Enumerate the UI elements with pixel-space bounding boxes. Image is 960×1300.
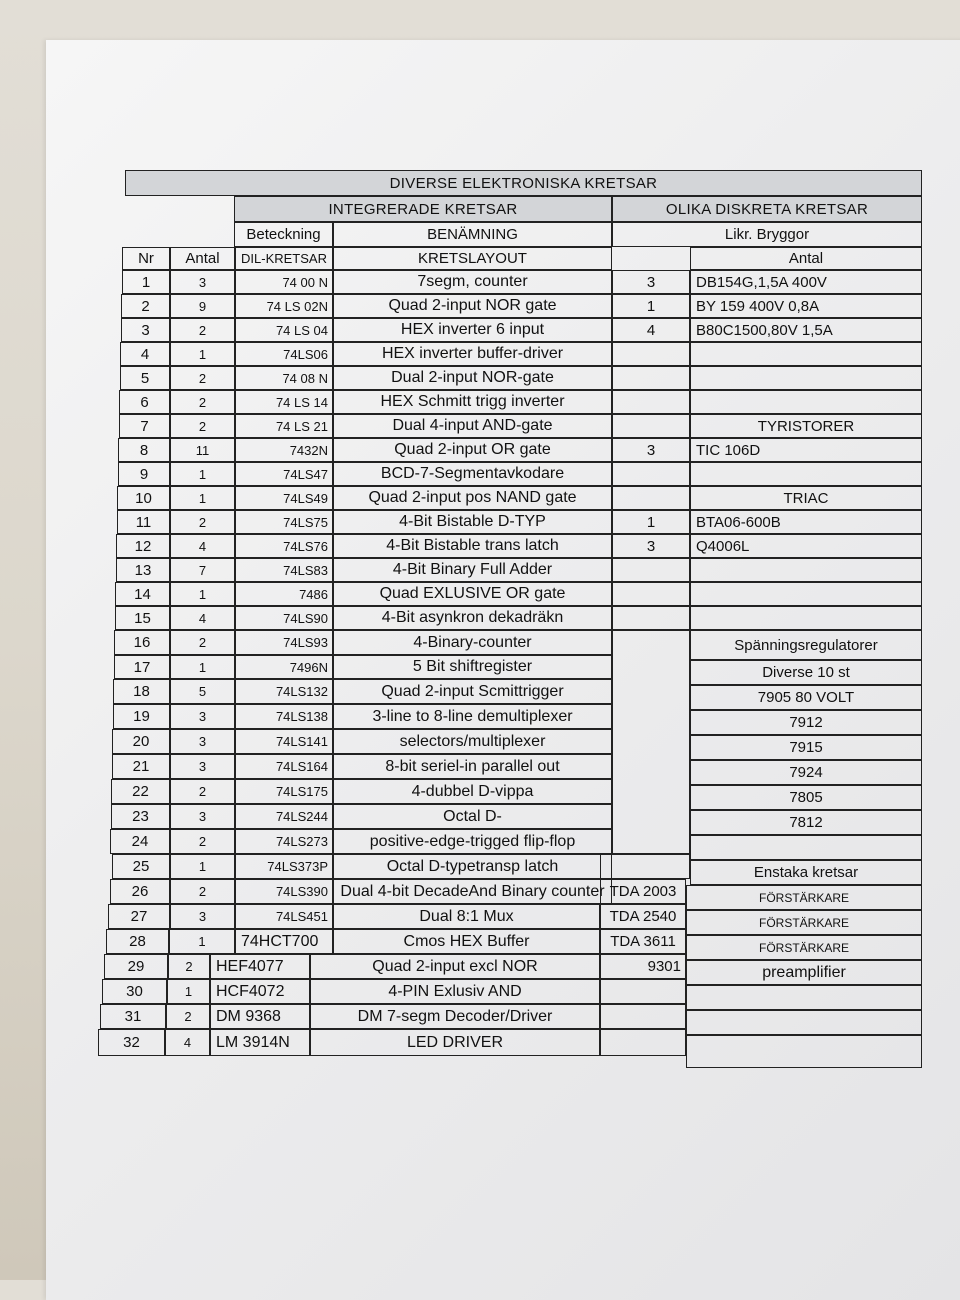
row-nr: 10 [117,486,170,510]
row-nr: 1 [122,270,170,294]
blank-cell [612,486,690,510]
row-nr: 12 [116,534,170,558]
row-description: LED DRIVER [310,1029,600,1056]
row-antal: 1 [167,979,210,1004]
bridge-name: BY 159 400V 0,8A [690,294,922,318]
blank-cell [690,558,922,582]
row-code: 74LS49 [235,486,333,510]
blank-cell [612,390,690,414]
row-antal: 5 [170,679,235,704]
row-antal: 2 [170,318,235,342]
row-antal: 3 [170,729,235,754]
blank-cell [690,462,922,486]
enstaka-heading: Enstaka kretsar [690,860,922,885]
row-code: 74 LS 21 [235,414,333,438]
row-description: 5 Bit shiftregister [333,655,612,679]
row-description: Quad 2-input NOR gate [333,294,612,318]
row-code: 7432N [235,438,333,462]
row-description: Cmos HEX Buffer [333,929,600,954]
row-antal: 9 [170,294,235,318]
row-description: Octal D-typetransp latch [333,854,612,879]
row-description: positive-edge-trigged flip-flop [333,829,612,854]
row-nr: 13 [116,558,170,582]
enstaka-desc: FÖRSTÄRKARE [686,935,922,960]
enstaka-desc: FÖRSTÄRKARE [686,885,922,910]
row-antal: 4 [170,534,235,558]
blank-cell [612,462,690,486]
row-code: 7496N [235,655,333,679]
blank-cell [690,582,922,606]
row-nr: 20 [112,729,170,754]
row-code: HEF4077 [210,954,310,979]
header-dil-kretsar: DIL-KRETSAR [235,247,333,270]
regulator-item: 7805 [690,785,922,810]
row-antal: 1 [170,854,235,879]
blank-cell [612,558,690,582]
header-benamning: BENÄMNING [333,222,612,247]
blank-cell [612,414,690,438]
row-description: 3-line to 8-line demultiplexer [333,704,612,729]
row-antal: 3 [170,270,235,294]
row-nr: 17 [114,655,170,679]
document-title: DIVERSE ELEKTRONISKA KRETSAR [125,170,922,196]
row-antal: 4 [170,606,235,630]
triac-name: BTA06-600B [690,510,922,534]
header-antal: Antal [170,247,235,270]
row-antal: 2 [170,829,235,854]
blank-cell [690,342,922,366]
row-nr: 5 [120,366,170,390]
row-nr: 29 [104,954,168,979]
row-nr: 4 [120,342,170,366]
tyristor-antal: 3 [612,438,690,462]
triac-antal: 3 [612,534,690,558]
row-antal: 7 [170,558,235,582]
row-nr: 3 [121,318,170,342]
row-code: 7486 [235,582,333,606]
row-antal: 3 [170,704,235,729]
regulator-item: 7912 [690,710,922,735]
row-code: 74 08 N [235,366,333,390]
blank-cell [600,1004,686,1029]
row-nr: 27 [108,904,170,929]
row-antal: 2 [166,1004,210,1029]
row-code: 74 00 N [235,270,333,294]
row-nr: 6 [119,390,170,414]
row-nr: 19 [113,704,170,729]
blank-cell [612,630,690,854]
row-nr: 8 [118,438,170,462]
row-nr: 16 [114,630,170,655]
triac-heading: TRIAC [690,486,922,510]
row-nr: 2 [121,294,170,318]
row-antal: 1 [170,342,235,366]
enstaka-code: TDA 2003 [600,879,686,904]
row-code: 74HCT700 [235,929,333,954]
row-antal: 2 [170,390,235,414]
row-antal: 11 [170,438,235,462]
row-nr: 11 [117,510,170,534]
row-code: 74LS451 [235,904,333,929]
row-code: 74LS90 [235,606,333,630]
row-code: 74 LS 14 [235,390,333,414]
row-antal: 2 [170,630,235,655]
row-description: 7segm, counter [333,270,612,294]
row-nr: 9 [118,462,170,486]
row-nr: 31 [100,1004,166,1029]
row-nr: 22 [111,779,170,804]
row-antal: 2 [170,510,235,534]
row-code: 74LS132 [235,679,333,704]
row-code: 74LS83 [235,558,333,582]
row-nr: 32 [98,1029,165,1056]
blank-cell [686,1010,922,1035]
row-description: HEX inverter 6 input [333,318,612,342]
row-code: 74 LS 02N [235,294,333,318]
row-antal: 3 [170,754,235,779]
row-code: 74LS244 [235,804,333,829]
row-nr: 24 [110,829,170,854]
row-antal: 1 [170,486,235,510]
row-antal: 3 [170,904,235,929]
row-description: 4-Binary-counter [333,630,612,655]
row-code: 74LS47 [235,462,333,486]
row-antal: 1 [170,582,235,606]
row-code: DM 9368 [210,1004,310,1029]
enstaka-desc: preamplifier [686,960,922,985]
regulator-item: 7915 [690,735,922,760]
header-likr-bryggor: Likr. Bryggor [612,222,922,247]
row-description: Quad EXLUSIVE OR gate [333,582,612,606]
row-description: Quad 2-input excl NOR [310,954,600,979]
row-nr: 26 [110,879,170,904]
row-code: 74LS75 [235,510,333,534]
enstaka-code: TDA 2540 [600,904,686,929]
bridge-antal: 1 [612,294,690,318]
header-kretslayout: KRETSLAYOUT [333,247,612,270]
enstaka-code: TDA 3611 [600,929,686,954]
row-description: Octal D- [333,804,612,829]
row-antal: 2 [170,879,235,904]
bridge-antal: 4 [612,318,690,342]
blank-cell [612,606,690,630]
tyristor-name: TIC 106D [690,438,922,462]
bridge-antal: 3 [612,270,690,294]
blank-cell [600,1029,686,1056]
triac-name: Q4006L [690,534,922,558]
regulator-heading: Spänningsregulatorer [690,630,922,660]
row-description: 4-Bit Bistable trans latch [333,534,612,558]
enstaka-code: 9301 [600,954,686,979]
row-description: 8-bit seriel-in parallel out [333,754,612,779]
row-code: 74LS06 [235,342,333,366]
section-left-title: INTEGRERADE KRETSAR [234,196,612,222]
row-antal: 2 [170,779,235,804]
row-code: 74LS175 [235,779,333,804]
triac-antal: 1 [612,510,690,534]
regulator-item: 7905 80 VOLT [690,685,922,710]
row-nr: 7 [119,414,170,438]
row-nr: 28 [106,929,169,954]
bridge-name: B80C1500,80V 1,5A [690,318,922,342]
row-description: 4-PIN Exlusiv AND [310,979,600,1004]
blank-cell [690,606,922,630]
row-description: Quad 2-input pos NAND gate [333,486,612,510]
blank-cell [686,985,922,1010]
row-description: HEX Schmitt trigg inverter [333,390,612,414]
row-description: Dual 2-input NOR-gate [333,366,612,390]
header-nr: Nr [122,247,170,270]
row-description: Quad 2-input Scmittrigger [333,679,612,704]
row-description: Quad 2-input OR gate [333,438,612,462]
row-nr: 14 [115,582,170,606]
header-beteckning: Beteckning [234,222,333,247]
blank-cell [612,366,690,390]
row-code: 74LS390 [235,879,333,904]
bridge-name: DB154G,1,5A 400V [690,270,922,294]
regulator-item: Diverse 10 st [690,660,922,685]
row-code: 74LS164 [235,754,333,779]
regulator-item: 7812 [690,810,922,835]
row-code: 74 LS 04 [235,318,333,342]
row-code: 74LS141 [235,729,333,754]
row-antal: 2 [170,366,235,390]
row-nr: 18 [113,679,170,704]
row-nr: 30 [102,979,167,1004]
row-description: Dual 4-bit DecadeAnd Binary counter [333,879,612,904]
row-nr: 25 [112,854,170,879]
row-code: 74LS373P [235,854,333,879]
row-antal: 2 [170,414,235,438]
row-description: Dual 8:1 Mux [333,904,600,929]
tyristorer-heading: TYRISTORER [690,414,922,438]
row-nr: 15 [115,606,170,630]
blank-cell [690,390,922,414]
enstaka-desc: FÖRSTÄRKARE [686,910,922,935]
row-antal: 4 [165,1029,210,1056]
blank-cell [600,979,686,1004]
row-code: LM 3914N [210,1029,310,1056]
row-description: 4-Bit Bistable D-TYP [333,510,612,534]
row-antal: 2 [168,954,210,979]
blank-cell [612,342,690,366]
row-antal: 3 [170,804,235,829]
row-nr: 21 [112,754,170,779]
row-description: Dual 4-input AND-gate [333,414,612,438]
row-antal: 1 [170,462,235,486]
row-code: 74LS76 [235,534,333,558]
row-description: DM 7-segm Decoder/Driver [310,1004,600,1029]
header-right-antal: Antal [690,247,922,270]
row-code: 74LS138 [235,704,333,729]
row-description: 4-Bit Binary Full Adder [333,558,612,582]
row-code: HCF4072 [210,979,310,1004]
blank-cell [600,854,690,879]
row-code: 74LS273 [235,829,333,854]
row-description: selectors/multiplexer [333,729,612,754]
blank-cell [690,835,922,860]
blank-cell [612,582,690,606]
blank-cell [686,1035,922,1068]
section-right-title: OLIKA DISKRETA KRETSAR [612,196,922,222]
row-description: 4-Bit asynkron dekadräkn [333,606,612,630]
regulator-item: 7924 [690,760,922,785]
row-description: BCD-7-Segmentavkodare [333,462,612,486]
row-description: HEX inverter buffer-driver [333,342,612,366]
row-code: 74LS93 [235,630,333,655]
row-description: 4-dubbel D-vippa [333,779,612,804]
row-nr: 23 [111,804,170,829]
row-antal: 1 [169,929,235,954]
row-antal: 1 [170,655,235,679]
blank-cell [690,366,922,390]
